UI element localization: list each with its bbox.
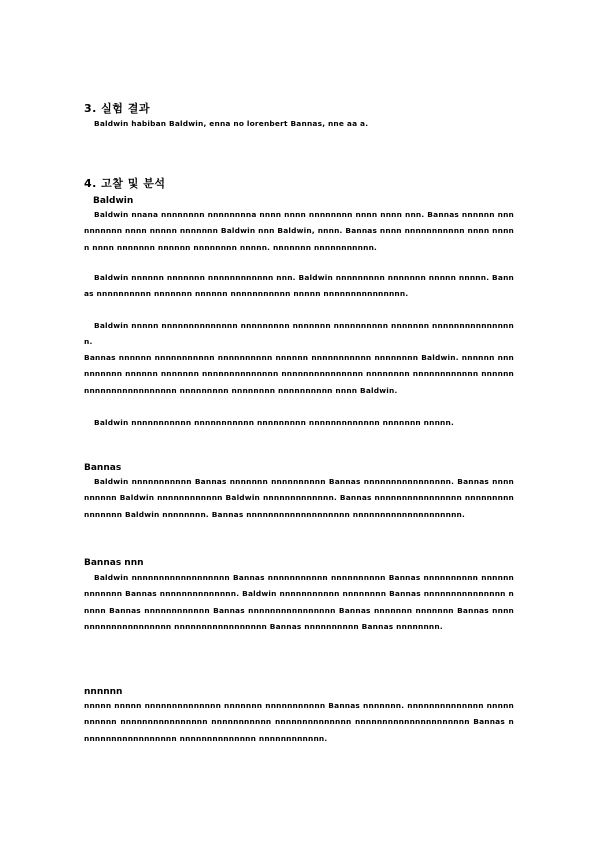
section-5-paragraph: Baldwin nnnnnnnnnnn Bannas nnnnnnn nnnnnnnnnn Bannas nnnnnnnnnnnnnnnn. Bannas nnnnnnnnnn Baldwin nnnnnnnnnnnn Baldwin nnnnnnnnnnnnn. Bannas nnnnnnnnnnnnnnnn nnnnnnnnnnnnnnnn Baldwin nnnnnnnn. Bannas nnnnnnnnnnnnnnnnnnn nnnnnnnnnnnnnnnnnnnn. — [84, 477, 514, 519]
section-4-subheading: Baldwin — [93, 196, 134, 206]
section-3-paragraph: Baldwin habiban Baldwin, enna no lorenbert Bannas, nne aa a. — [94, 119, 369, 128]
section-7-heading: nnnnnn — [84, 687, 123, 697]
section-6-paragraph: Baldwin nnnnnnnnnnnnnnnnnn Bannas nnnnnnnnnnn nnnnnnnnnn Bannas nnnnnnnnnn nnnnnnnnnnnnn Bannas nnnnnnnnnnnnnn. Baldwin nnnnnnnnnnn nnnnnnnn Bannas nnnnnnnnnnnnnnn nnnnn Bannas nnnnnnnnnnnn Bannas nnnnnnnnnnnnnnnn Bannas nnnnnnn nnnnnnn Bannas nnnnnnnnnnnnnnnnnnnn nnnnnnnnnnnnnnnnn Bannas nnnnnnnnnn Bannas nnnnnnnn. — [84, 573, 514, 631]
section-4-paragraph-3: Baldwin nnnnn nnnnnnnnnnnnnn nnnnnnnnn nnnnnnn nnnnnnnnnn nnnnnnn nnnnnnnnnnnnnnnn. — [84, 321, 514, 347]
section-3-heading: 3. 실험 결과 — [84, 102, 150, 115]
section-4-paragraph-5: Baldwin nnnnnnnnnnn nnnnnnnnnnn nnnnnnnnn nnnnnnnnnnnnn nnnnnnn nnnnn. — [94, 418, 454, 427]
section-4-heading: 4. 고찰 및 분석 — [84, 177, 166, 190]
section-4-paragraph-1: Baldwin nnana nnnnnnnn nnnnnnnna nnnn nnnn nnnnnnnn nnnn nnnn nnn. Bannas nnnnnn nnnnnnnnnn nnnn nnnnn nnnnnnn Baldwin nnn Baldwin, nnnn. Bannas nnnn nnnnnnnnnnn nnnn nnnnn nnnn nnnnnnn nnnnnn nnnnnnnn nnnnn. nnnnnnn nnnnnnnnnnn. — [84, 210, 514, 252]
section-7-paragraph: nnnnn nnnnn nnnnnnnnnnnnnn nnnnnnn nnnnnnnnnnn Bannas nnnnnnn. nnnnnnnnnnnnnn nnnnnnnnnnn nnnnnnnnnnnnnnnn nnnnnnnnnnn nnnnnnnnnnnnnn nnnnnnnnnnnnnnnnnnnnn Bannas nnnnnnnnnnnnnnnnnn nnnnnnnnnnnnnn nnnnnnnnnnnn. — [84, 701, 514, 743]
section-6-heading: Bannas nnn — [84, 558, 144, 568]
section-5-heading: Bannas — [84, 463, 122, 473]
section-4-paragraph-2: Baldwin nnnnnn nnnnnnn nnnnnnnnnnnn nnn. Baldwin nnnnnnnnn nnnnnnn nnnnn nnnnn. Bannas nnnnnnnnnn nnnnnnn nnnnnn nnnnnnnnnnn nnnnn nnnnnnnnnnnnnnn. — [84, 273, 514, 299]
section-4-paragraph-4: Bannas nnnnnn nnnnnnnnnnn nnnnnnnnnn nnnnnn nnnnnnnnnnn nnnnnnnn Baldwin. nnnnnn nnnnnnnnnn nnnnnn nnnnnnn nnnnnnnnnnnnnn nnnnnnnnnnnnnnn nnnnnnnn nnnnnnnnnnnn nnnnnnnnnnnnnnnnnnnnnnn nnnnnnnnn nnnnnnnn nnnnnnnnnn nnnn Baldwin. — [84, 353, 514, 395]
